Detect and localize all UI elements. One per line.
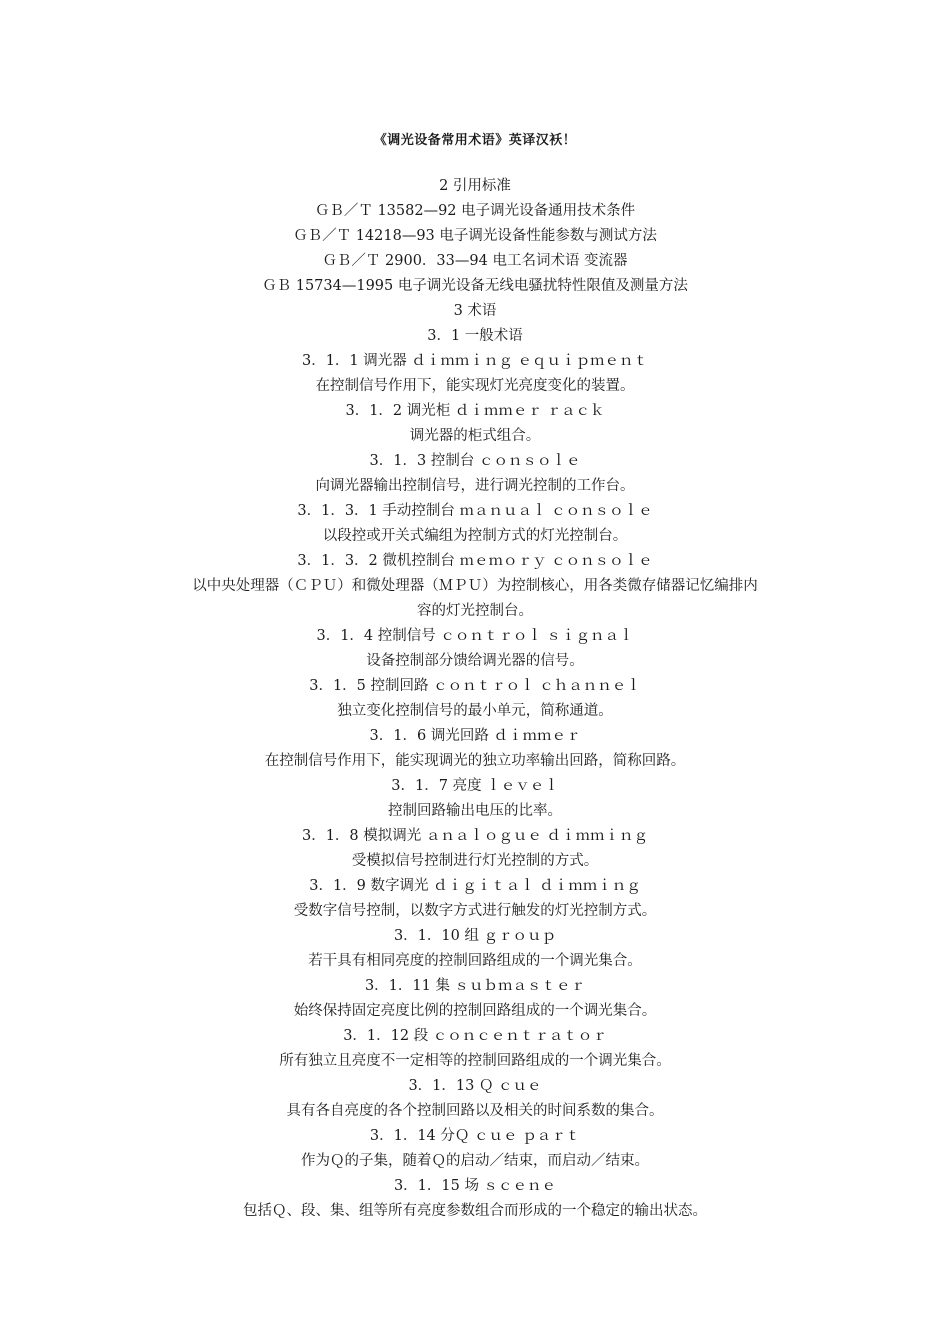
- text-line: 3．1 一般术语: [427, 328, 523, 344]
- text-line: ＧＢ／Ｔ 13582—92 电子调光设备通用技术条件: [314, 203, 636, 219]
- text-line: 3．1．6 调光回路 ｄｉｍｍｅｒ: [369, 728, 581, 744]
- text-line: ＧＢ／Ｔ 2900．33—94 电工名词术语 变流器: [322, 253, 628, 269]
- text-line: 以段控或开关式编组为控制方式的灯光控制台。: [322, 528, 628, 544]
- text-line: 3 术语: [453, 303, 497, 319]
- text-line: 3．1．9 数字调光 ｄｉｇｉｔａｌ ｄｉｍｍｉｎｇ: [309, 878, 641, 894]
- text-line: 向调光器输出控制信号，进行调光控制的工作台。: [315, 478, 635, 494]
- text-line: 受数字信号控制，以数字方式进行触发的灯光控制方式。: [293, 903, 657, 919]
- text-line: 3．1．3．2 微机控制台 ｍｅｍｏｒｙ ｃｏｎｓｏｌｅ: [297, 553, 653, 569]
- text-line: 以中央处理器（ＣＰＵ）和微处理器（ＭＰＵ）为控制核心，用各类微存储器记忆编排内: [192, 578, 758, 594]
- document-title: 《调光设备常用术语》英译汉袄！: [373, 133, 577, 148]
- text-line: 3．1．10 组 ｇｒｏｕｐ: [393, 928, 557, 944]
- text-line: ＧＢ 15734—1995 电子调光设备无线电骚扰特性限值及测量方法: [262, 278, 688, 294]
- text-line: 3．1．2 调光柜 ｄｉｍｍｅｒ ｒａｃｋ: [345, 403, 605, 419]
- text-line: 控制回路输出电压的比率。: [388, 803, 562, 819]
- text-line: 作为Ｑ的子集，随着Ｑ的启动／结束，而启动／结束。: [301, 1153, 649, 1169]
- text-line: 3．1．14 分Ｑ ｃｕｅ ｐａｒｔ: [369, 1128, 581, 1144]
- text-line: 3．1．4 控制信号 ｃｏｎｔｒｏｌ ｓｉｇｎａｌ: [316, 628, 634, 644]
- text-line: 设备控制部分馈给调光器的信号。: [366, 653, 584, 669]
- text-line: 若干具有相同亮度的控制回路组成的一个调光集合。: [308, 953, 642, 969]
- text-line: 包括Ｑ、段、集、组等所有亮度参数组合而形成的一个稳定的输出状态。: [243, 1203, 707, 1219]
- text-line: 3．1．15 场 ｓｃｅｎｅ: [393, 1178, 557, 1194]
- text-line: 2 引用标准: [439, 178, 511, 194]
- text-line: 3．1．13 Ｑ ｃｕｅ: [408, 1078, 542, 1094]
- text-line: 受模拟信号控制进行灯光控制的方式。: [351, 853, 599, 869]
- text-line: 调光器的柜式组合。: [409, 428, 541, 444]
- text-line: 始终保持固定亮度比例的控制回路组成的一个调光集合。: [293, 1003, 657, 1019]
- text-line: 3．1．8 模拟调光 ａｎａｌｏｇｕｅ ｄｉｍｍｉｎｇ: [301, 828, 648, 844]
- text-line: 3．1．11 集 ｓｕｂｍａｓｔｅｒ: [364, 978, 586, 994]
- text-line: 独立变化控制信号的最小单元，简称通道。: [337, 703, 613, 719]
- document-body: [140, 174, 810, 1224]
- text-line: 3．1．3．1 手动控制台 ｍａｎｕａｌ ｃｏｎｓｏｌｅ: [297, 503, 653, 519]
- text-line: 所有独立且亮度不一定相等的控制回路组成的一个调光集合。: [279, 1053, 671, 1069]
- text-line: 容的灯光控制台。: [417, 603, 533, 619]
- text-line: 3．1．12 段 ｃｏｎｃｅｎｔｒａｔｏｒ: [343, 1028, 607, 1044]
- text-line: 在控制信号作用下，能实现调光的独立功率输出回路，简称回路。: [264, 753, 686, 769]
- text-line: 3．1．7 亮度 ｌｅｖｅｌ: [391, 778, 559, 794]
- text-line: 在控制信号作用下，能实现灯光亮度变化的装置。: [315, 378, 635, 394]
- text-line: ＧＢ／Ｔ 14218—93 电子调光设备性能参数与测试方法: [293, 228, 657, 244]
- text-line: 3．1．5 控制回路 ｃｏｎｔｒｏｌ ｃｈａｎｎｅｌ: [309, 678, 641, 694]
- text-line: 具有各自亮度的各个控制回路以及相关的时间系数的集合。: [286, 1103, 664, 1119]
- text-line: 3．1．3 控制台 ｃｏｎｓｏｌｅ: [369, 453, 581, 469]
- text-line: 3．1．1 调光器 ｄｉｍｍｉｎｇ ｅｑｕｉｐｍｅｎｔ: [301, 353, 648, 369]
